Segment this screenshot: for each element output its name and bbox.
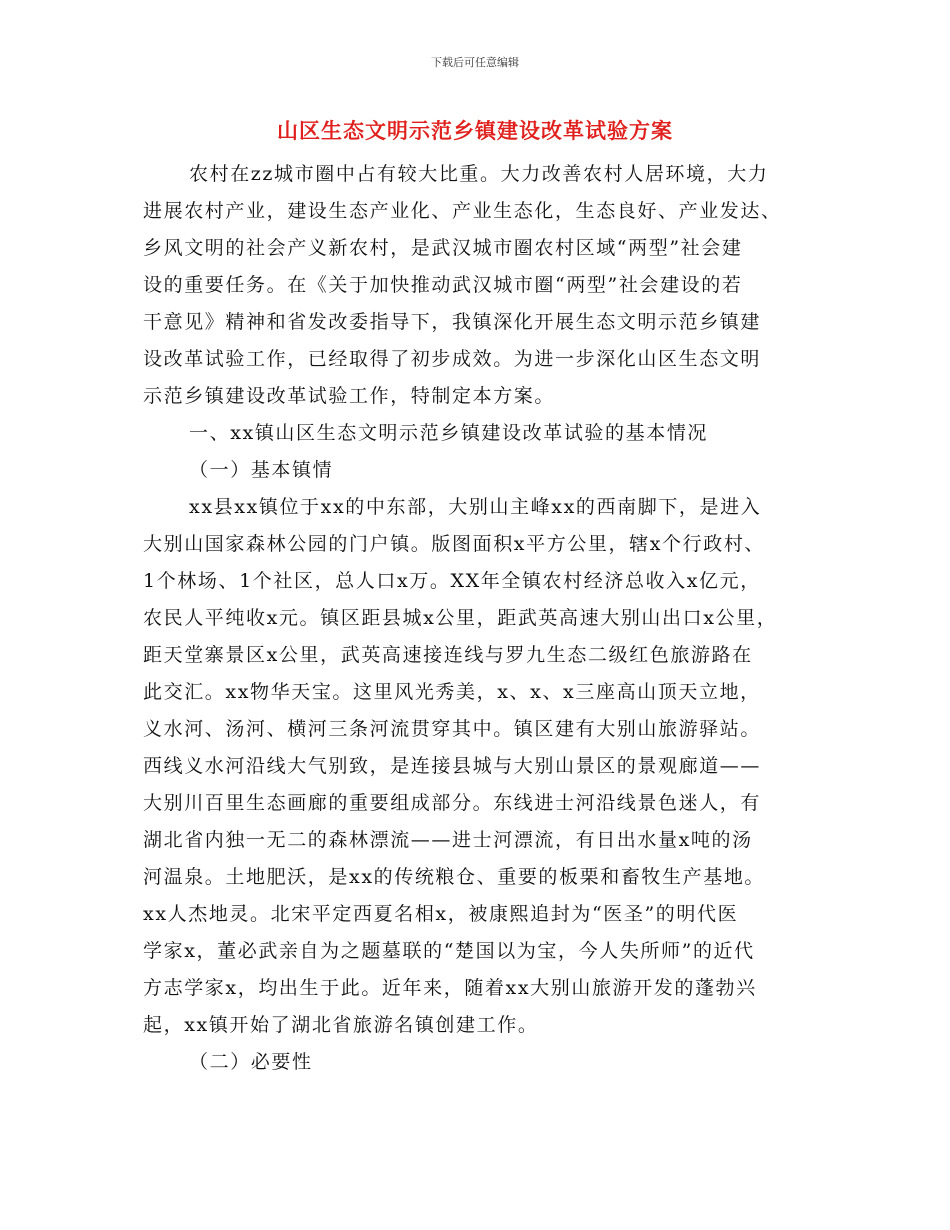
paragraph-line: 乡风文明的社会产义新农村，是武汉城市圈农村区域“两型”社会建 <box>143 237 743 259</box>
paragraph-line: 起，xx镇开始了湖北省旅游名镇创建工作。 <box>143 1014 539 1036</box>
paragraph-line: 示范乡镇建设改革试验工作，特制定本方案。 <box>143 385 556 407</box>
paragraph-line: 设的重要任务。在《关于加快推动武汉城市圈“两型”社会建设的若 <box>143 274 743 296</box>
paragraph-line: 此交汇。xx物华天宝。这里风光秀美，x、x、x三座高山顶天立地， <box>143 681 761 703</box>
subsection-heading: （二）必要性 <box>189 1051 313 1073</box>
header-note: 下载后可任意编辑 <box>431 56 519 69</box>
document-body <box>143 156 823 1081</box>
document-title: 山区生态文明示范乡镇建设改革试验方案 <box>277 118 673 143</box>
paragraph-line: xx县xx镇位于xx的中东部，大别山主峰xx的西南脚下，是进入 <box>189 496 762 518</box>
paragraph-line: 义水河、汤河、横河三条河流贯穿其中。镇区建有大别山旅游驿站。 <box>143 718 762 740</box>
paragraph-line: 西线义水河沿线大气别致，是连接县城与大别山景区的景观廊道—— <box>143 755 762 777</box>
paragraph-line: 进展农村产业，建设生态产业化、产业生态化，生态良好、产业发达、 <box>143 200 782 222</box>
paragraph-line: 河温泉。土地肥沃，是xx的传统粮仓、重要的板栗和畜牧生产基地。 <box>143 866 766 888</box>
paragraph-line: 学家x，董必武亲自为之题墓联的“楚国以为宝，今人失所师”的近代 <box>143 940 755 962</box>
paragraph-line: 干意见》精神和省发改委指导下，我镇深化开展生态文明示范乡镇建 <box>143 311 762 333</box>
paragraph-line: 湖北省内独一无二的森林漂流——进士河漂流，有日出水量x吨的汤 <box>143 829 753 851</box>
paragraph-line: xx人杰地灵。北宋平定西夏名相x，被康熙追封为“医圣”的明代医 <box>143 903 739 925</box>
paragraph-line: 大别山国家森林公园的门户镇。版图面积x平方公里，辖x个行政村、 <box>143 533 766 555</box>
paragraph-line: 方志学家x，均出生于此。近年来，随着xx大别山旅游开发的蓬勃兴 <box>143 977 757 999</box>
paragraph-line: 设改革试验工作，已经取得了初步成效。为进一步深化山区生态文明 <box>143 348 762 370</box>
paragraph-line: 农村在zz城市圈中占有较大比重。大力改善农村人居环境，大力 <box>189 163 769 185</box>
paragraph-line: 距天堂寨景区x公里，武英高速接连线与罗九生态二级红色旅游路在 <box>143 644 753 666</box>
paragraph-line: 农民人平纯收x元。镇区距县城x公里，距武英高速大别山出口x公里， <box>143 607 778 629</box>
paragraph-line: 大别川百里生态画廊的重要组成部分。东线进士河沿线景色迷人，有 <box>143 792 762 814</box>
subsection-heading: （一）基本镇情 <box>189 459 334 481</box>
paragraph-line: 1个林场、1个社区，总人口x万。XX年全镇农村经济总收入x亿元， <box>143 570 761 592</box>
section-heading: 一、xx镇山区生态文明示范乡镇建设改革试验的基本情况 <box>189 422 709 444</box>
